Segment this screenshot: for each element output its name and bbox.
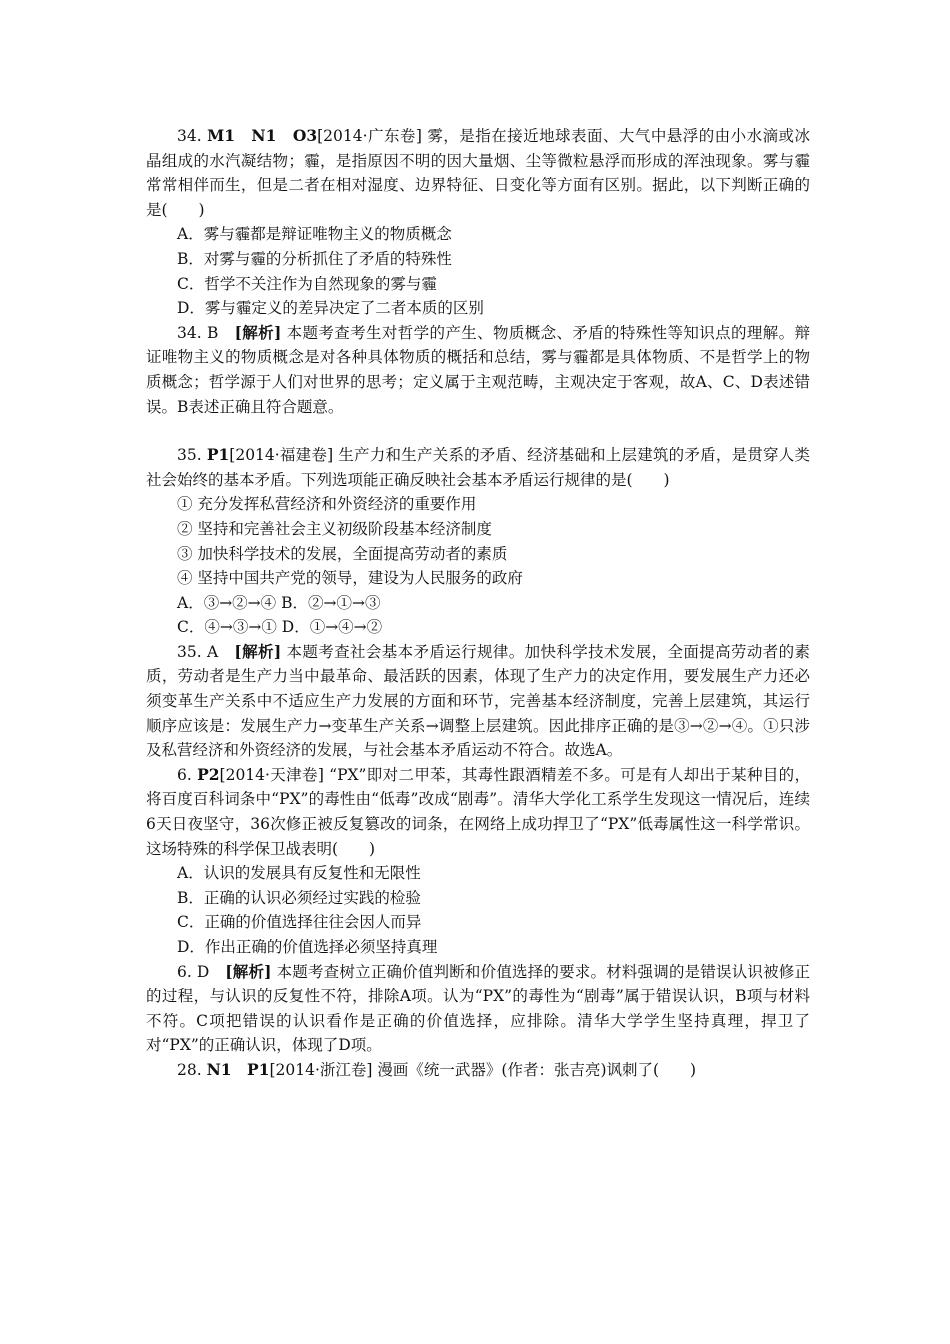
- question-35-analysis: [146, 640, 810, 763]
- question-35: [146, 443, 810, 763]
- analysis-label: [解析]: [234, 322, 282, 342]
- answer-lead: 6. D: [177, 962, 226, 981]
- analysis-label: [解析]: [225, 961, 272, 981]
- question-number: 28.: [177, 1060, 202, 1079]
- option-d: D．作出正确的价值选择必须坚持真理: [177, 938, 438, 956]
- option-d: D．雾与霾定义的差异决定了二者本质的区别: [177, 299, 484, 318]
- question-number: 35.: [177, 446, 202, 465]
- statement-4: ④ 坚持中国共产党的领导，建设为人民服务的政府: [177, 569, 523, 588]
- document-page: [146, 124, 810, 1083]
- knowledge-tags: M1 N1 O3: [207, 126, 318, 145]
- analysis-text: 本题考查考生对哲学的产生、物质概念、矛盾的特殊性等知识点的理解。辩证唯物主义的物质概念是对各种具体物质的概括和总结，雾与霾都是具体物质、不是哲学上的物质概念；哲学源于人们对世界的思考；定义属于主观范畴，主观决定于客观，故A、C、D表述错误。B表述正确且符合题意。: [146, 323, 810, 416]
- question-6-analysis: [146, 960, 810, 1058]
- option-c: C．正确的价值选择往往会因人而异: [177, 913, 422, 932]
- knowledge-tags: N1 P1: [206, 1059, 270, 1079]
- option-c: C．哲学不关注作为自然现象的雾与霾: [177, 274, 437, 293]
- question-34: [146, 124, 810, 419]
- question-6-stem: [146, 763, 810, 861]
- analysis-label: [解析]: [234, 641, 282, 661]
- question-number: 6.: [177, 765, 192, 784]
- question-source: [2014·浙江卷]: [269, 1060, 373, 1079]
- knowledge-tags: P1: [206, 445, 230, 465]
- answer-lead: 34. B: [177, 323, 235, 342]
- question-34-analysis: [146, 321, 810, 419]
- answer-lead: 35. A: [177, 642, 235, 661]
- question-source: [2014·福建卷]: [229, 446, 334, 465]
- question-source: [2014·天津卷]: [219, 765, 324, 784]
- statement-2: ② 坚持和完善社会主义初级阶段基本经济制度: [177, 519, 492, 538]
- question-35-stem: [146, 443, 810, 492]
- option-a: A．认识的发展具有反复性和无限性: [177, 864, 421, 883]
- knowledge-tags: P2: [197, 764, 220, 784]
- spacer: [146, 419, 810, 443]
- question-28: [146, 1058, 810, 1083]
- statement-3: ③ 加快科学技术的发展，全面提高劳动者的素质: [177, 544, 508, 563]
- question-stem-text: 雾，是指在接近地球表面、大气中悬浮的由小水滴或冰晶组成的水汽凝结物；霾，是指原因不明的因大量烟、尘等微粒悬浮而形成的浑浊现象。雾与霾常常相伴而生，但是二者在相对湿度、边界特征、日变化等方面有区别。据此，以下判断正确的是( ): [146, 127, 811, 219]
- statement-1: ① 充分发挥私营经济和外资经济的重要作用: [177, 495, 477, 514]
- options-ab: A．③→②→④ B．②→①→③: [177, 593, 381, 612]
- question-stem-text: 漫画《统一武器》(作者：张吉亮)讽刺了( ): [372, 1060, 697, 1079]
- question-6: [146, 763, 810, 1058]
- options-cd: C．④→③→① D．①→④→②: [177, 618, 383, 637]
- question-34-stem: [146, 124, 810, 222]
- question-28-stem: [146, 1058, 810, 1083]
- option-a: A．雾与霾都是辩证唯物主义的物质概念: [177, 225, 452, 244]
- option-b: B．正确的认识必须经过实践的检验: [177, 888, 421, 907]
- question-stem-text: 生产力和生产关系的矛盾、经济基础和上层建筑的矛盾，是贯穿人类社会始终的基本矛盾。下列选项能正确反映社会基本矛盾运行规律的是( ): [146, 446, 810, 489]
- option-b: B．对雾与霾的分析抓住了矛盾的特殊性: [177, 249, 452, 268]
- question-stem-text: “PX”即对二甲苯，其毒性跟酒精差不多。可是有人却出于某种目的，将百度百科词条中“PX”的毒性由“低毒”改成“剧毒”。清华大学化工系学生发现这一情况后，连续6天日夜坚守，36次修正被反复篡改的词条，在网络上成功捍卫了“PX”低毒属性这一科学常识。这场特殊的科学保卫战表明( ): [146, 765, 811, 858]
- question-number: 34.: [177, 127, 202, 145]
- analysis-text: 本题考查树立正确价值判断和价值选择的要求。材料强调的是错误认识被修正的过程，与认识的反复性不符，排除A项。认为“PX”的毒性为“剧毒”属于错误认识，B项与材料不符。C项把错误的认识看作是正确的价值选择，应排除。清华大学学生坚持真理，捍卫了对“PX”的正确认识，体现了D项。: [146, 962, 810, 1055]
- question-source: [2014·广东卷]: [317, 127, 422, 145]
- analysis-text: 本题考查社会基本矛盾运行规律。加快科学技术发展，全面提高劳动者的素质，劳动者是生产力当中最革命、最活跃的因素，体现了生产力的决定作用，要发展生产力还必须变革生产关系中不适应生产力发展的方面和环节，完善基本经济制度，完善上层建筑，其运行顺序应该是：发展生产力→变革生产关系→调整上层建筑。因此排序正确的是③→②→④。①只涉及私营经济和外资经济的发展，与社会基本矛盾运动不符合。故选A。: [146, 642, 810, 760]
